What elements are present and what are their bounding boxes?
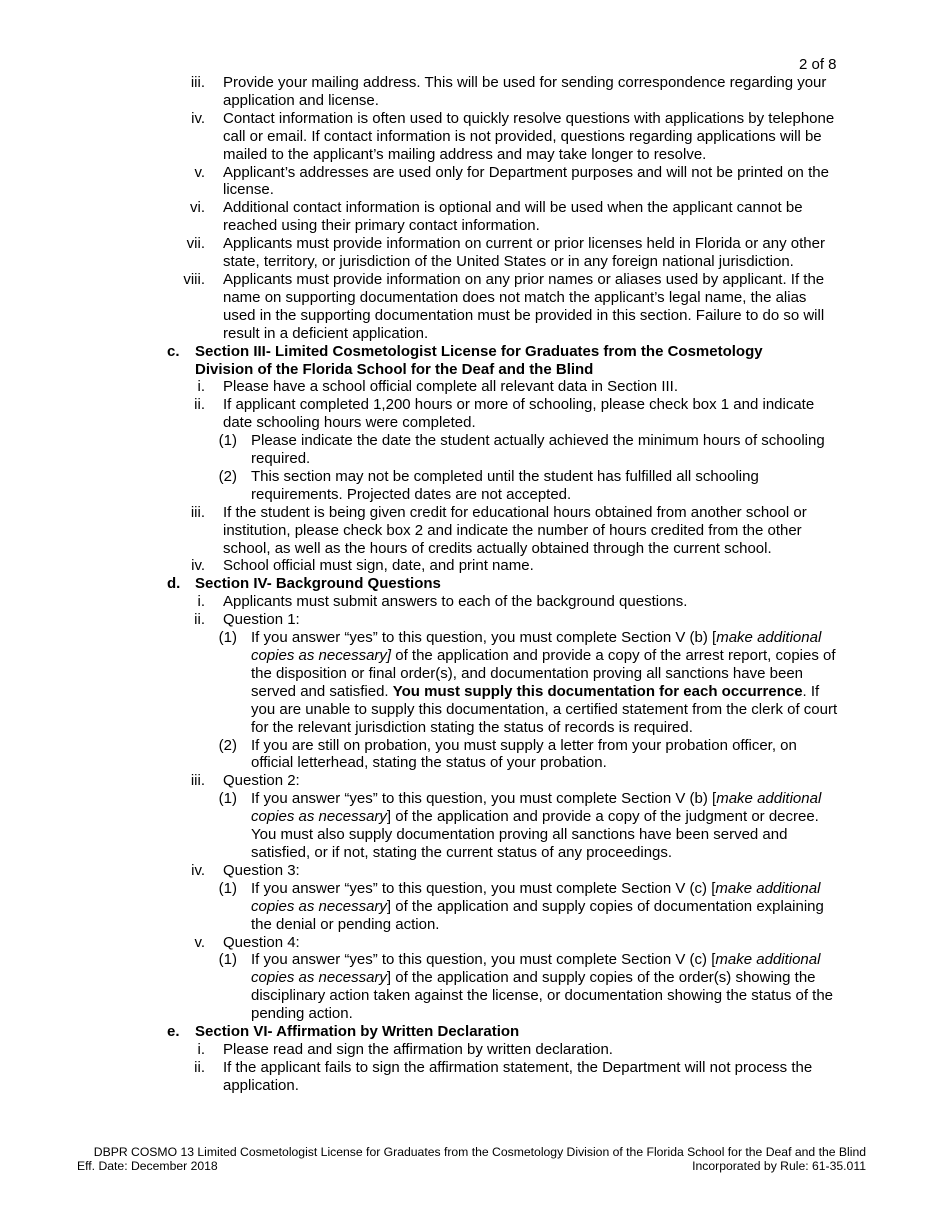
list-marker: vi. [190,199,205,217]
text-segment: Applicants must provide information on any prior names or aliases used by applicant. If the name on supporting documentation does not match the applicant’s legal name, the alias used in the supporting documentation must be provided in this section. Failure to do so will result in a deficient application. [223,270,825,342]
text-segment: make additional copies as necessary] [251,629,822,664]
text-segment: Please have a school official complete all relevant data in Section III. [223,378,678,396]
list-marker: (1) [218,790,237,808]
list-marker: c. [167,342,180,360]
list-text [195,575,815,593]
text-segment: . If you are unable to supply this documentation, a certified statement from the clerk of court for the relevant jurisdiction stating the status of records is required. [251,682,838,736]
list-text [251,790,841,862]
list-text [223,74,840,110]
list-item [0,772,950,790]
text-segment: ] of the application and supply copies of documentation explaining the denial or pending action. [251,897,824,933]
text-segment: This section may not be completed until the student has fulfilled all schooling requirements. Projected dates are not accepted. [251,467,759,503]
list-marker: iv. [191,557,205,575]
list-text [223,164,840,200]
list-text [251,880,841,934]
list-item [0,468,950,504]
list-item [0,934,950,952]
list-marker: i. [197,1040,205,1058]
list-marker: (1) [218,879,237,897]
section-heading [0,575,950,593]
list-marker: d. [167,575,181,593]
list-marker: v. [194,163,205,181]
list-marker: (1) [218,432,237,450]
page-footer [77,1145,866,1173]
text-segment: Contact information is often used to quickly resolve questions with applications by telephone call or email. If contact information is not provided, questions regarding applications will be mailed to the applicant’s mailing address and may take longer to resolve. [223,109,835,163]
list-marker: vii. [186,235,205,253]
text-segment: School official must sign, date, and print name. [223,557,534,575]
list-text [223,772,840,790]
text-segment: make additional copies as necessary [251,951,821,987]
text-segment: Please read and sign the affirmation by written declaration. [223,1040,613,1058]
list-marker: (2) [218,736,237,754]
list-text [195,343,815,379]
text-segment: Applicants must submit answers to each of the background questions. [223,593,688,611]
list-marker: v. [194,933,205,951]
list-text [223,1059,840,1095]
list-item [0,862,950,880]
list-marker: (1) [218,951,237,969]
list-marker: ii. [194,1058,205,1076]
list-item [0,611,950,629]
list-text [223,235,840,271]
list-item [0,378,950,396]
page-number: 2 of 8 [799,56,837,73]
list-text [251,951,841,1023]
list-marker: (1) [218,629,237,647]
list-item [0,1059,950,1095]
footer-rule: Incorporated by Rule: 61-35.011 [692,1159,866,1173]
text-segment: Additional contact information is optional and will be used when the applicant cannot be reached using their primary contact information. [223,199,803,235]
list-item [0,110,950,164]
list-marker: iv. [191,861,205,879]
list-text [223,611,840,629]
list-text [223,862,840,880]
text-segment: make additional copies as necessary [251,790,822,826]
list-text [251,432,841,468]
list-marker: iii. [190,503,205,521]
list-text [223,593,840,611]
text-segment: ] of the application and provide a copy of the judgment or decree. You must also supply documentation proving all sanctions have been served and satisfied, or if not, stating the current status of any proceedings. [251,808,819,861]
list-item [0,74,950,110]
list-item [0,880,950,934]
list-text [223,396,840,432]
list-marker: ii. [194,611,205,629]
text-segment: Section VI- Affirmation by Written Declaration [195,1023,520,1041]
list-text [223,271,840,343]
list-item [0,199,950,235]
list-marker: viii. [183,270,205,288]
list-item [0,396,950,432]
text-segment: If the applicant fails to sign the affirmation statement, the Department will not process the application. [223,1058,813,1094]
text-segment: of the application and provide a copy of the arrest report, copies of the disposition or final order(s), and documentation proving all sanctions have been served and satisfied. [251,647,836,700]
list-text [223,199,840,235]
text-segment: If you answer “yes” to this question, you must complete Section V (c) [ [251,879,716,897]
list-item [0,557,950,575]
text-segment: Question 1: [223,611,300,629]
section-heading [0,343,950,379]
list-marker: iii. [190,74,205,91]
list-text [223,504,840,558]
list-item [0,790,950,862]
list-text [223,1041,840,1059]
list-text [223,378,840,396]
footer-form-title: DBPR COSMO 13 Limited Cosmetologist License for Graduates from the Cosmetology Division of the Florida School for the Deaf and the Blind [93,1145,866,1159]
text-segment: If the student is being given credit for educational hours obtained from another school or institution, please check box 2 and indicate the number of hours credited from the other school, as well as the hours of credits actually obtained through the current school. [223,503,807,557]
list-marker: i. [197,378,205,396]
text-segment: Please indicate the date the student actually achieved the minimum hours of schooling required. [251,432,825,468]
list-item [0,164,950,200]
list-item [0,593,950,611]
list-text [251,629,841,736]
text-segment: Applicant’s addresses are used only for Department purposes and will not be printed on the license. [223,163,829,199]
text-segment: Section IV- Background Questions [195,575,441,593]
list-item [0,951,950,1023]
list-item [0,271,950,343]
list-text [251,468,841,504]
list-item [0,737,950,773]
list-text [223,110,840,164]
instructions-body [0,74,950,1095]
text-segment: Question 2: [223,772,300,790]
text-segment: Section III- Limited Cosmetologist License for Graduates from the Cosmetology Division of the Florida School for the Deaf and the Blind [195,342,763,378]
list-text [195,1023,815,1041]
list-item [0,504,950,558]
text-segment: Provide your mailing address. This will be used for sending correspondence regarding your application and license. [223,74,827,109]
text-segment: Question 4: [223,933,300,951]
footer-eff-date: Eff. Date: December 2018 [77,1159,218,1173]
text-segment: make additional copies as necessary [251,879,821,915]
list-marker: i. [197,593,205,611]
text-segment: Applicants must provide information on current or prior licenses held in Florida or any other state, territory, or jurisdiction of the United States or in any foreign national jurisdiction. [223,235,825,271]
list-item [0,1041,950,1059]
list-text [223,934,840,952]
text-segment: If you answer “yes” to this question, you must complete Section V (b) [ [251,790,717,808]
text-segment: ] of the application and supply copies of the order(s) showing the disciplinary action taken against the license, or documentation showing the status of the pending action. [251,969,834,1023]
list-item [0,629,950,736]
list-marker: iii. [190,772,205,790]
text-segment: You must supply this documentation for each occurrence [392,682,803,700]
list-marker: iv. [191,109,205,127]
text-segment: If you are still on probation, you must supply a letter from your probation officer, on official letterhead, stating the status of your probation. [251,736,797,772]
list-item [0,432,950,468]
text-segment: If you answer “yes” to this question, you must complete Section V (b) [ [251,629,717,647]
list-item [0,235,950,271]
list-text [251,737,841,773]
list-marker: e. [167,1023,180,1041]
text-segment: Question 3: [223,861,300,879]
text-segment: If you answer “yes” to this question, you must complete Section V (c) [ [251,951,716,969]
list-marker: (2) [218,467,237,485]
text-segment: If applicant completed 1,200 hours or more of schooling, please check box 1 and indicate date schooling hours were completed. [223,396,815,432]
list-text [223,557,840,575]
list-marker: ii. [194,396,205,414]
section-heading [0,1023,950,1041]
